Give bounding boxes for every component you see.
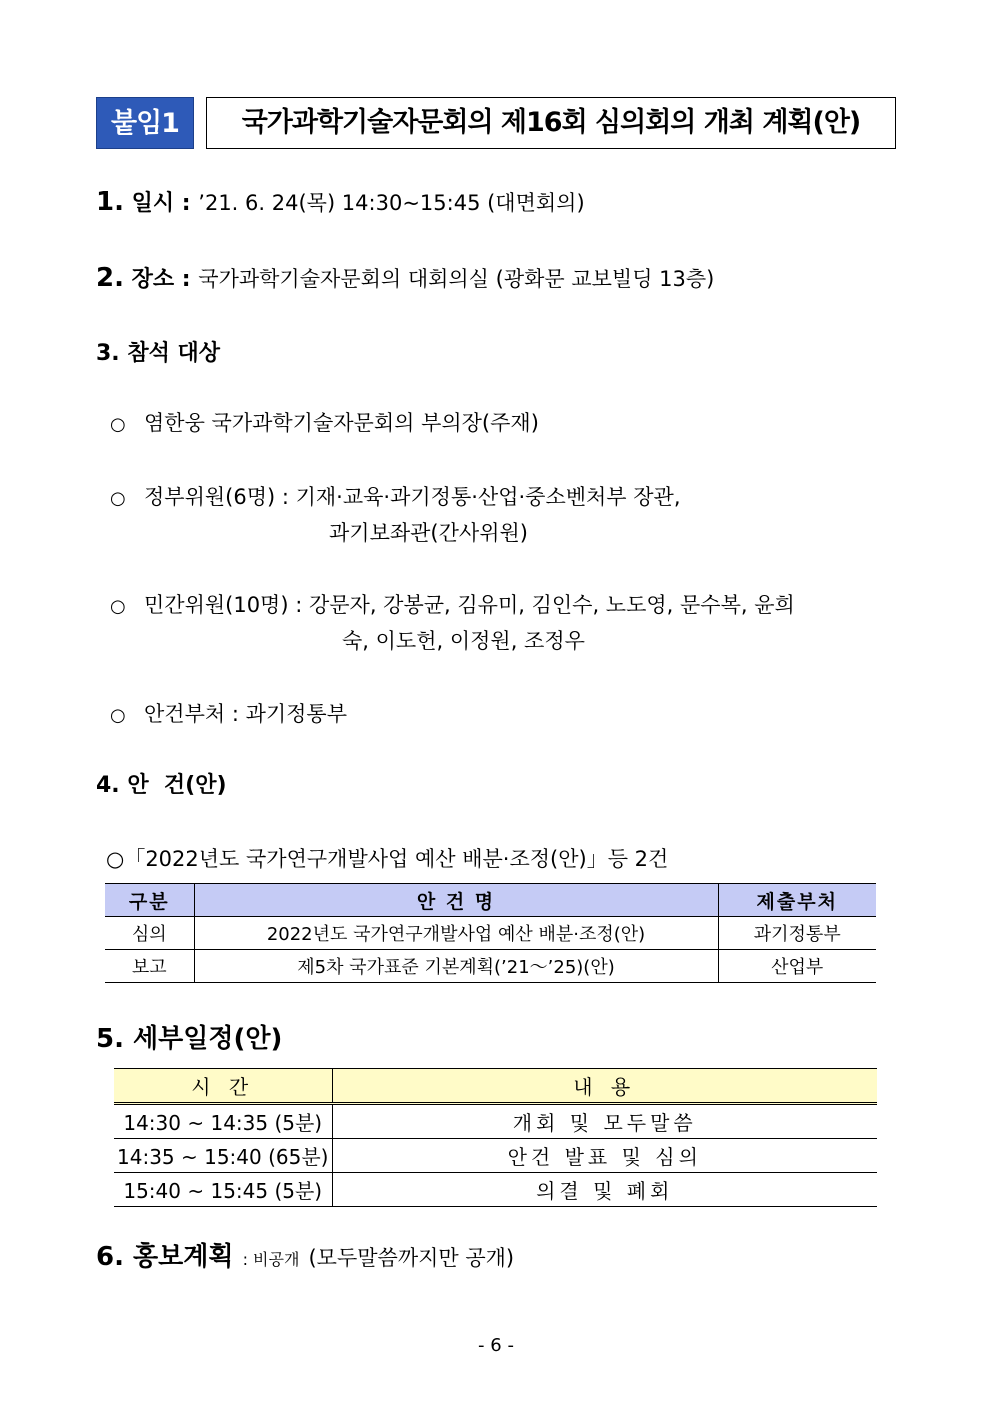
bullet-icon: ○ [110, 596, 126, 617]
attendee-item-government [110, 481, 681, 511]
table-row [114, 1139, 877, 1173]
table-row [105, 917, 876, 950]
header-agenda-name: 안 건 명 [194, 884, 718, 917]
agenda-table [105, 883, 876, 983]
document-title: 국가과학기술자문회의 제16회 심의회의 개최 계획(안) [206, 97, 896, 149]
table-row [105, 950, 876, 983]
header-ministry: 제출부처 [718, 884, 876, 917]
section-pr-value: (모두말씀까지만 공개) [308, 1246, 515, 1270]
page-number: - 6 - [478, 1335, 514, 1356]
attendee-line: 염한웅 국가과학기술자문회의 부의장(주재) [144, 411, 539, 435]
section-pr-small: : 비공개 [242, 1250, 300, 1269]
schedule-table [114, 1068, 877, 1207]
section-place [96, 262, 714, 293]
attendee-item-ministry [110, 698, 347, 728]
schedule-table-header [114, 1069, 877, 1104]
section-agenda-title: 4. 안 건(안) [96, 773, 227, 798]
attendee-line-continued: 숙, 이도헌, 이정원, 조정우 [342, 629, 585, 653]
section-place-value: 국가과학기술자문회의 대회의실 (광화문 교보빌딩 13층) [198, 267, 715, 291]
section-pr-label: 홍보계획 [133, 1242, 234, 1272]
header-time: 시 간 [114, 1069, 332, 1104]
attendee-item-civilian [110, 589, 795, 619]
header-category: 구분 [105, 884, 194, 917]
header-content: 내 용 [332, 1069, 877, 1104]
table-row [114, 1104, 877, 1139]
cell-category: 보고 [105, 950, 194, 983]
cell-time: 14:30 ~ 14:35 (5분) [114, 1104, 332, 1139]
agenda-intro: ○「2022년도 국가연구개발사업 예산 배분·조정(안)」등 2건 [106, 847, 669, 871]
attendee-item-chair [110, 407, 539, 437]
attendee-line-continued: 과기보좌관(간사위원) [329, 521, 528, 545]
section-date-value: ’21. 6. 24(목) 14:30~15:45 (대면회의) [198, 191, 585, 215]
cell-content: 안건 발표 및 심의 [332, 1139, 877, 1173]
cell-ministry: 과기정통부 [718, 917, 876, 950]
cell-agenda-name: 제5차 국가표준 기본계획(’21～’25)(안) [194, 950, 718, 983]
cell-content: 의결 및 폐회 [332, 1173, 877, 1207]
cell-time: 15:40 ~ 15:45 (5분) [114, 1173, 332, 1207]
cell-content: 개회 및 모두말씀 [332, 1104, 877, 1139]
bullet-icon: ○ [110, 414, 126, 435]
bullet-icon: ○ [110, 705, 126, 726]
attendee-line: 안건부처 : 과기정통부 [144, 702, 347, 726]
section-schedule-title: 5. 세부일정(안) [96, 1024, 283, 1054]
attachment-badge: 붙임1 [96, 97, 194, 149]
section-date-number: 1. [96, 187, 124, 217]
section-place-number: 2. [96, 263, 124, 293]
attendee-line: 민간위원(10명) : 강문자, 강봉균, 김유미, 김인수, 노도영, 문수복, 윤희 [144, 593, 795, 617]
section-attendees-title: 3. 참석 대상 [96, 341, 220, 366]
section-pr-number: 6. [96, 1242, 124, 1272]
cell-ministry: 산업부 [718, 950, 876, 983]
section-date-label: 일시 : [131, 191, 191, 216]
attendee-line: 정부위원(6명) : 기재·교육·과기정통·산업·중소벤처부 장관, [144, 485, 681, 509]
cell-agenda-name: 2022년도 국가연구개발사업 예산 배분·조정(안) [194, 917, 718, 950]
section-date [96, 186, 585, 217]
table-row [114, 1173, 877, 1207]
section-place-label: 장소 : [131, 267, 191, 292]
cell-time: 14:35 ~ 15:40 (65분) [114, 1139, 332, 1173]
section-pr [96, 1236, 514, 1273]
bullet-icon: ○ [110, 488, 126, 509]
agenda-table-header [105, 884, 876, 917]
cell-category: 심의 [105, 917, 194, 950]
